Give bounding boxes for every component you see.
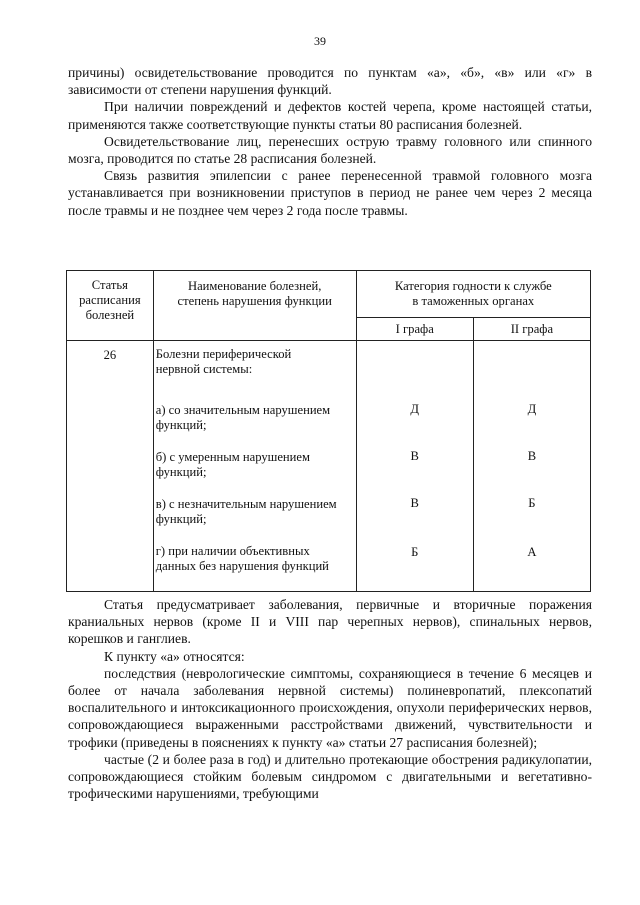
body-text (68, 596, 592, 802)
paragraph: частые (2 и более раза в год) и длительно протекающие обострения радикулопатии, сопровождающиеся стойким болевым синдромом с двигательными и вегетативно-трофическими нарушениями, требующими (68, 751, 592, 802)
header-graph-2: II графа (473, 318, 590, 341)
paragraph: Связь развития эпилепсии с ранее перенесенной травмой головного мозга устанавливается при возникновении приступов в период не ранее чем через 2 месяца после травмы и не позднее чем через 2 года после травмы. (68, 168, 592, 218)
table-row (67, 341, 591, 592)
header-category: Категория годности к службе в таможенных органах (356, 271, 590, 318)
header-name: Наименование болезней, степень нарушения функции (153, 271, 356, 341)
paragraph: Статья предусматривает заболевания, первичные и вторичные поражения краниальных нервов (кроме II и VIII пар черепных нервов), спинальных нервов, корешков и ганглиев. (68, 597, 592, 647)
paragraph: При наличии повреждений и дефектов костей черепа, кроме настоящей статьи, применяются также соответствующие пункты статьи 80 расписания болезней. (68, 99, 592, 132)
item-b: б) с умеренным нарушением функций; (155, 450, 310, 479)
graph-2-values (473, 341, 590, 592)
intro-text (68, 64, 592, 219)
paragraph: последствия (неврологические симптомы, сохраняющиеся в течение 6 месяцев и более от начала заболевания нервной системы) полиневропатий, плексопатий воспалительного и интоксикационного происхождения, опухоли периферических нервов, сопровождающиеся выраженными расстройствами движений, чувствительности и трофики (приведены в пояснениях к пункту «а» статьи 27 расписания болезней); (68, 665, 592, 750)
graph-1-values (356, 341, 473, 592)
item-a: а) со значительным нарушением функций; (155, 403, 331, 432)
category-value: Д (527, 402, 537, 416)
disease-table (66, 270, 591, 592)
category-value: В (410, 449, 419, 463)
article-number: 26 (67, 341, 154, 592)
paragraph: К пункту «а» относятся: (104, 648, 245, 664)
category-value: Б (528, 496, 536, 510)
category-value: Б (411, 545, 419, 559)
paragraph: причины) освидетельствование проводится по пунктам «а», «б», «в» или «г» в зависимости от степени нарушения функций. (68, 65, 592, 98)
disease-names (153, 341, 356, 592)
header-article: Статья расписания болезней (67, 271, 154, 341)
item-g: г) при наличии объективных данных без нарушения функций (155, 544, 329, 573)
category-value: А (527, 545, 537, 559)
page-number: 39 (314, 34, 326, 48)
category-value: Д (410, 402, 420, 416)
disease-title: Болезни периферической нервной системы: (155, 347, 292, 376)
category-value: В (527, 449, 537, 463)
header-graph-1: I графа (356, 318, 473, 341)
category-value: В (410, 496, 419, 510)
paragraph: Освидетельствование лиц, перенесших острую травму головного или спинного мозга, проводится по статье 28 расписания болезней. (68, 133, 592, 167)
item-v: в) с незначительным нарушением функций; (155, 497, 337, 526)
